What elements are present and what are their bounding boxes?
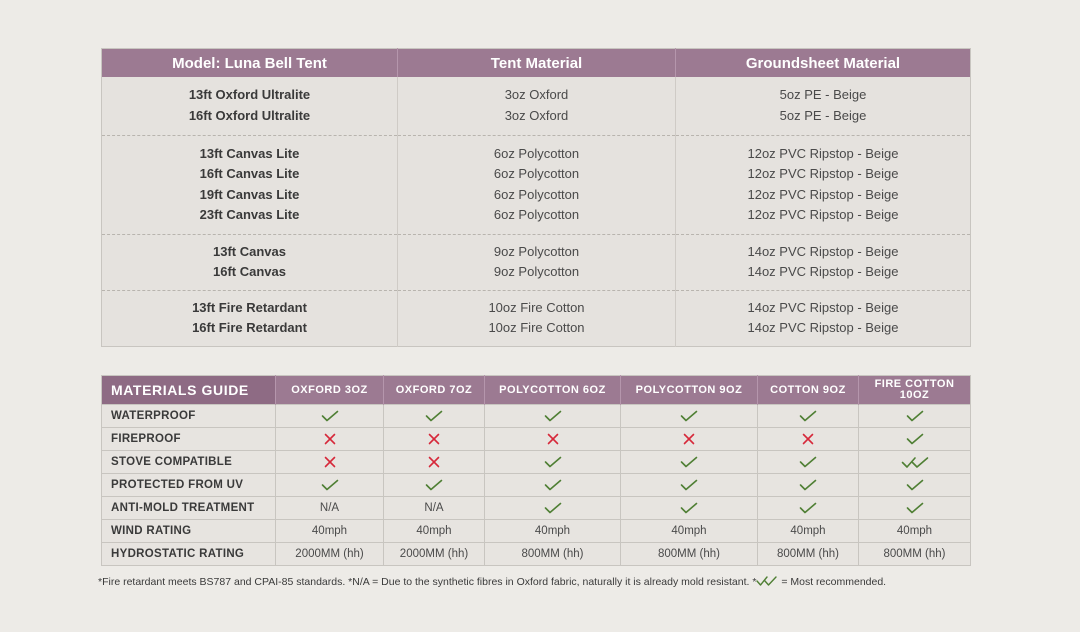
footnote-text: *Fire retardant meets BS787 and CPAI-85 standards. *N/A = Due to the synthetic fibres in Oxford fabric, naturally it is already mold resistant. * bbox=[98, 576, 757, 588]
rating-cell bbox=[859, 474, 971, 497]
value-cell: 40mph bbox=[384, 520, 485, 543]
value-cell: 800MM (hh) bbox=[859, 543, 971, 566]
material-value: 3oz Oxford bbox=[504, 87, 569, 103]
groundsheet-material-cell bbox=[676, 135, 971, 234]
header-groundsheet-material: Groundsheet Material bbox=[676, 49, 971, 78]
cross-icon bbox=[428, 456, 440, 468]
groundsheet-material-cell bbox=[676, 77, 971, 135]
check-icon bbox=[544, 456, 562, 468]
rating-cell bbox=[758, 451, 859, 474]
rating-cell bbox=[276, 405, 384, 428]
attribute-label: FIREPROOF bbox=[102, 428, 276, 451]
cross-icon bbox=[547, 433, 559, 445]
cross-icon bbox=[324, 433, 336, 445]
materials-row bbox=[102, 405, 971, 428]
value-cell: 2000MM (hh) bbox=[384, 543, 485, 566]
tent-material-cell bbox=[398, 234, 676, 290]
materials-row bbox=[102, 474, 971, 497]
material-value: 6oz Polycotton bbox=[493, 166, 580, 181]
rating-cell bbox=[276, 451, 384, 474]
tent-material-cell bbox=[398, 135, 676, 234]
material-value: 6oz Polycotton bbox=[493, 207, 580, 222]
rating-cell bbox=[758, 405, 859, 428]
check-icon bbox=[321, 479, 339, 491]
materials-row bbox=[102, 497, 971, 520]
cross-icon bbox=[802, 433, 814, 445]
material-column-header: POLYCOTTON 6OZ bbox=[485, 376, 621, 405]
materials-row bbox=[102, 451, 971, 474]
check-icon bbox=[906, 502, 924, 514]
check-icon bbox=[680, 479, 698, 491]
rating-cell bbox=[485, 451, 621, 474]
rating-cell bbox=[485, 474, 621, 497]
material-value: 3oz Oxford bbox=[504, 107, 569, 123]
material-column-header: OXFORD 7OZ bbox=[384, 376, 485, 405]
rating-cell bbox=[621, 474, 758, 497]
attribute-label: HYDROSTATIC RATING bbox=[102, 543, 276, 566]
attribute-label: ANTI-MOLD TREATMENT bbox=[102, 497, 276, 520]
value-cell: 40mph bbox=[859, 520, 971, 543]
check-icon bbox=[544, 479, 562, 491]
value-cell: 800MM (hh) bbox=[621, 543, 758, 566]
material-column-header: FIRE COTTON 10OZ bbox=[859, 376, 971, 405]
material-value: 10oz Fire Cotton bbox=[488, 320, 585, 335]
model-name: 16ft Canvas bbox=[213, 264, 286, 279]
check-icon bbox=[906, 479, 924, 491]
rating-cell bbox=[859, 405, 971, 428]
check-icon bbox=[906, 433, 924, 445]
model-names-cell bbox=[102, 77, 398, 135]
materials-row bbox=[102, 520, 971, 543]
attribute-label: WIND RATING bbox=[102, 520, 276, 543]
materials-guide-table bbox=[101, 375, 971, 566]
header-tent-material: Tent Material bbox=[398, 49, 676, 78]
material-column-header: COTTON 9OZ bbox=[758, 376, 859, 405]
check-icon bbox=[680, 410, 698, 422]
model-name: 13ft Canvas Lite bbox=[199, 145, 300, 161]
check-icon bbox=[544, 502, 562, 514]
cross-icon bbox=[428, 433, 440, 445]
model-name: 13ft Oxford Ultralite bbox=[188, 87, 311, 103]
check-icon bbox=[425, 479, 443, 491]
rating-cell bbox=[859, 451, 971, 474]
rating-cell bbox=[621, 405, 758, 428]
material-value: 6oz Polycotton bbox=[493, 186, 580, 202]
material-value: 14oz PVC Ripstop - Beige bbox=[747, 264, 899, 279]
material-value: 14oz PVC Ripstop - Beige bbox=[747, 299, 899, 315]
material-value: 12oz PVC Ripstop - Beige bbox=[747, 186, 899, 202]
material-value: 12oz PVC Ripstop - Beige bbox=[747, 145, 899, 161]
rating-cell bbox=[621, 497, 758, 520]
tent-models-table bbox=[101, 48, 971, 347]
model-group-row bbox=[102, 290, 971, 346]
rating-cell bbox=[758, 428, 859, 451]
check-icon bbox=[425, 410, 443, 422]
check-icon bbox=[680, 502, 698, 514]
model-name: 13ft Fire Retardant bbox=[192, 299, 307, 315]
model-names-cell bbox=[102, 290, 398, 346]
cross-icon bbox=[324, 456, 336, 468]
cross-icon bbox=[683, 433, 695, 445]
rating-cell bbox=[621, 428, 758, 451]
value-cell: 800MM (hh) bbox=[485, 543, 621, 566]
model-name: 19ft Canvas Lite bbox=[199, 186, 300, 202]
rating-cell bbox=[276, 474, 384, 497]
check-icon bbox=[799, 479, 817, 491]
models-header-row bbox=[102, 49, 971, 78]
check-icon bbox=[799, 456, 817, 468]
attribute-label: STOVE COMPATIBLE bbox=[102, 451, 276, 474]
model-name: 16ft Oxford Ultralite bbox=[188, 107, 311, 123]
tent-material-cell bbox=[398, 77, 676, 135]
material-value: 12oz PVC Ripstop - Beige bbox=[747, 166, 899, 181]
rating-cell bbox=[621, 451, 758, 474]
value-cell: N/A bbox=[384, 497, 485, 520]
rating-cell bbox=[276, 428, 384, 451]
material-value: 14oz PVC Ripstop - Beige bbox=[747, 243, 899, 259]
check-icon bbox=[799, 502, 817, 514]
rating-cell bbox=[384, 428, 485, 451]
double-check-icon bbox=[901, 456, 929, 469]
material-value: 9oz Polycotton bbox=[493, 264, 580, 279]
material-value: 5oz PE - Beige bbox=[779, 107, 867, 123]
rating-cell bbox=[758, 497, 859, 520]
attribute-label: WATERPROOF bbox=[102, 405, 276, 428]
material-value: 14oz PVC Ripstop - Beige bbox=[747, 320, 899, 335]
check-icon bbox=[906, 410, 924, 422]
model-group-row bbox=[102, 234, 971, 290]
rating-cell bbox=[384, 405, 485, 428]
materials-header-row bbox=[102, 376, 971, 405]
material-value: 10oz Fire Cotton bbox=[488, 299, 585, 315]
value-cell: N/A bbox=[276, 497, 384, 520]
footnote bbox=[98, 575, 978, 588]
model-name: 23ft Canvas Lite bbox=[199, 207, 300, 222]
model-group-row bbox=[102, 77, 971, 135]
groundsheet-material-cell bbox=[676, 290, 971, 346]
model-name: 13ft Canvas bbox=[213, 243, 286, 259]
double-check-icon bbox=[756, 575, 778, 587]
rating-cell bbox=[384, 451, 485, 474]
check-icon bbox=[544, 410, 562, 422]
rating-cell bbox=[859, 497, 971, 520]
materials-row bbox=[102, 428, 971, 451]
model-name: 16ft Fire Retardant bbox=[192, 320, 307, 335]
material-value: 9oz Polycotton bbox=[493, 243, 580, 259]
rating-cell bbox=[859, 428, 971, 451]
value-cell: 40mph bbox=[621, 520, 758, 543]
model-names-cell bbox=[102, 135, 398, 234]
material-value: 12oz PVC Ripstop - Beige bbox=[747, 207, 899, 222]
model-names-cell bbox=[102, 234, 398, 290]
attribute-label: PROTECTED FROM UV bbox=[102, 474, 276, 497]
footnote-text-end: = Most recommended. bbox=[778, 576, 887, 588]
rating-cell bbox=[384, 474, 485, 497]
value-cell: 800MM (hh) bbox=[758, 543, 859, 566]
rating-cell bbox=[485, 405, 621, 428]
materials-row bbox=[102, 543, 971, 566]
rating-cell bbox=[485, 497, 621, 520]
check-icon bbox=[680, 456, 698, 468]
model-group-row bbox=[102, 135, 971, 234]
model-name: 16ft Canvas Lite bbox=[199, 166, 300, 181]
value-cell: 2000MM (hh) bbox=[276, 543, 384, 566]
value-cell: 40mph bbox=[276, 520, 384, 543]
rating-cell bbox=[758, 474, 859, 497]
material-value: 6oz Polycotton bbox=[493, 145, 580, 161]
value-cell: 40mph bbox=[758, 520, 859, 543]
value-cell: 40mph bbox=[485, 520, 621, 543]
check-icon bbox=[321, 410, 339, 422]
material-column-header: POLYCOTTON 9OZ bbox=[621, 376, 758, 405]
groundsheet-material-cell bbox=[676, 234, 971, 290]
tent-material-cell bbox=[398, 290, 676, 346]
check-icon bbox=[799, 410, 817, 422]
material-column-header: OXFORD 3OZ bbox=[276, 376, 384, 405]
material-value: 5oz PE - Beige bbox=[779, 87, 867, 103]
rating-cell bbox=[485, 428, 621, 451]
materials-guide-title: MATERIALS GUIDE bbox=[102, 376, 276, 405]
header-model: Model: Luna Bell Tent bbox=[102, 49, 398, 78]
